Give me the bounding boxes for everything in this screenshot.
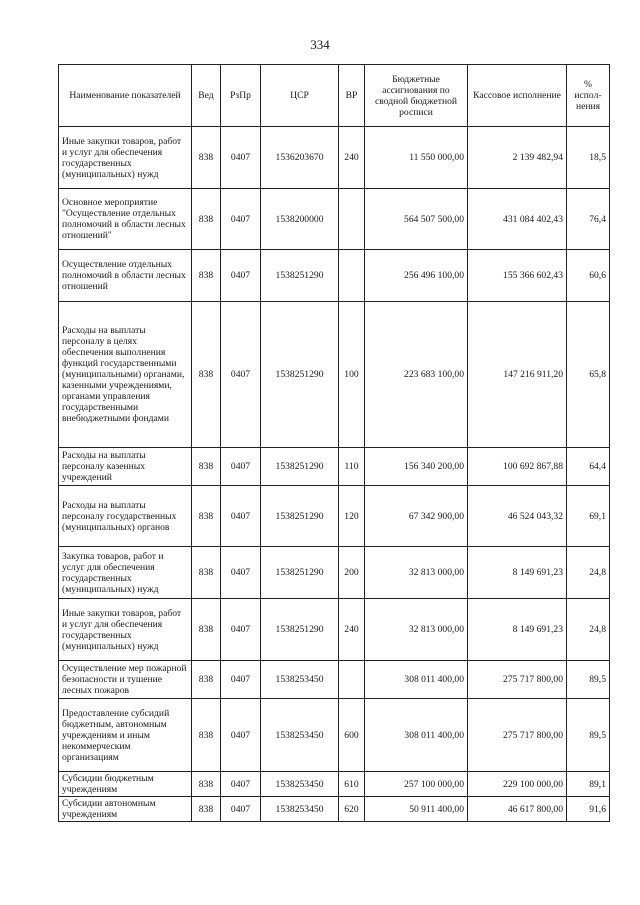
row-vr: 100 xyxy=(339,302,365,448)
row-pct: 24,8 xyxy=(567,547,610,599)
row-assign: 256 496 100,00 xyxy=(365,250,468,302)
row-rzpr: 0407 xyxy=(221,250,261,302)
row-name: Осуществление отдельных полномочий в области лесных отношений xyxy=(59,250,192,302)
row-pct: 91,6 xyxy=(567,797,610,822)
row-csr: 1538253450 xyxy=(261,772,339,797)
row-pct: 76,4 xyxy=(567,189,610,250)
row-ved: 838 xyxy=(192,772,221,797)
row-rzpr: 0407 xyxy=(221,772,261,797)
row-pct: 60,6 xyxy=(567,250,610,302)
row-exec: 275 717 800,00 xyxy=(468,699,567,772)
row-exec: 100 692 867,88 xyxy=(468,448,567,486)
row-rzpr: 0407 xyxy=(221,127,261,189)
row-name: Расходы на выплаты персоналу государственных (муниципальных) органов xyxy=(59,486,192,547)
row-ved: 838 xyxy=(192,699,221,772)
row-exec: 147 216 911,20 xyxy=(468,302,567,448)
row-ved: 838 xyxy=(192,661,221,699)
row-exec: 8 149 691,23 xyxy=(468,599,567,661)
row-assign: 32 813 000,00 xyxy=(365,599,468,661)
row-assign: 223 683 100,00 xyxy=(365,302,468,448)
row-vr: 200 xyxy=(339,547,365,599)
row-pct: 18,5 xyxy=(567,127,610,189)
header-exec: Кассовое исполнение xyxy=(468,65,567,127)
row-csr: 1538251290 xyxy=(261,302,339,448)
row-pct: 24,8 xyxy=(567,599,610,661)
row-exec: 46 617 800,00 xyxy=(468,797,567,822)
row-rzpr: 0407 xyxy=(221,486,261,547)
row-rzpr: 0407 xyxy=(221,448,261,486)
row-csr: 1538251290 xyxy=(261,599,339,661)
row-pct: 89,1 xyxy=(567,772,610,797)
row-ved: 838 xyxy=(192,302,221,448)
header-assign: Бюджетные ассигнования по сводной бюджетной росписи xyxy=(365,65,468,127)
table-row xyxy=(59,547,610,599)
row-csr: 1538251290 xyxy=(261,486,339,547)
row-csr: 1538253450 xyxy=(261,661,339,699)
row-exec: 229 100 000,00 xyxy=(468,772,567,797)
table-row xyxy=(59,486,610,547)
row-vr: 610 xyxy=(339,772,365,797)
row-name: Предоставление субсидий бюджетным, автономным учреждениям и иным некоммерческим организациям xyxy=(59,699,192,772)
row-pct: 65,8 xyxy=(567,302,610,448)
header-ved: Вед xyxy=(192,65,221,127)
row-csr: 1538253450 xyxy=(261,797,339,822)
row-vr: 620 xyxy=(339,797,365,822)
row-vr: 240 xyxy=(339,127,365,189)
table-row xyxy=(59,599,610,661)
row-name: Иные закупки товаров, работ и услуг для обеспечения государственных (муниципальных) нужд xyxy=(59,599,192,661)
row-exec: 8 149 691,23 xyxy=(468,547,567,599)
row-name: Расходы на выплаты персоналу в целях обеспечения выполнения функций государственными (муниципальными) органами, казенными учреждениями, органами управления государственными внебюджетными фондами xyxy=(59,302,192,448)
row-name: Субсидии бюджетным учреждениям xyxy=(59,772,192,797)
row-vr xyxy=(339,250,365,302)
row-csr: 1538253450 xyxy=(261,699,339,772)
table-row xyxy=(59,127,610,189)
row-assign: 67 342 900,00 xyxy=(365,486,468,547)
header-vr: ВР xyxy=(339,65,365,127)
row-ved: 838 xyxy=(192,797,221,822)
row-rzpr: 0407 xyxy=(221,547,261,599)
table-header-row xyxy=(59,65,610,127)
row-rzpr: 0407 xyxy=(221,797,261,822)
row-name: Осуществление мер пожарной безопасности и тушение лесных пожаров xyxy=(59,661,192,699)
row-ved: 838 xyxy=(192,599,221,661)
row-assign: 257 100 000,00 xyxy=(365,772,468,797)
row-rzpr: 0407 xyxy=(221,661,261,699)
row-assign: 50 911 400,00 xyxy=(365,797,468,822)
row-pct: 89,5 xyxy=(567,661,610,699)
row-rzpr: 0407 xyxy=(221,699,261,772)
page-number: 334 xyxy=(310,37,330,52)
row-exec: 431 084 402,43 xyxy=(468,189,567,250)
header-pct: % испол-нения xyxy=(567,65,610,127)
header-rzpr: РзПр xyxy=(221,65,261,127)
row-rzpr: 0407 xyxy=(221,599,261,661)
table-row xyxy=(59,797,610,822)
row-name: Основное мероприятие "Осуществление отдельных полномочий в области лесных отношений" xyxy=(59,189,192,250)
table-row xyxy=(59,189,610,250)
table-row xyxy=(59,302,610,448)
row-assign: 11 550 000,00 xyxy=(365,127,468,189)
row-csr: 1538251290 xyxy=(261,448,339,486)
row-vr xyxy=(339,661,365,699)
table-row xyxy=(59,699,610,772)
row-pct: 69,1 xyxy=(567,486,610,547)
row-assign: 564 507 500,00 xyxy=(365,189,468,250)
row-ved: 838 xyxy=(192,547,221,599)
table-row xyxy=(59,772,610,797)
row-ved: 838 xyxy=(192,486,221,547)
row-name: Расходы на выплаты персоналу казенных учреждений xyxy=(59,448,192,486)
row-rzpr: 0407 xyxy=(221,302,261,448)
row-ved: 838 xyxy=(192,127,221,189)
header-csr: ЦСР xyxy=(261,65,339,127)
row-csr: 1538200000 xyxy=(261,189,339,250)
row-assign: 32 813 000,00 xyxy=(365,547,468,599)
row-name: Иные закупки товаров, работ и услуг для обеспечения государственных (муниципальных) нужд xyxy=(59,127,192,189)
table-row xyxy=(59,448,610,486)
row-vr: 240 xyxy=(339,599,365,661)
row-exec: 275 717 800,00 xyxy=(468,661,567,699)
row-ved: 838 xyxy=(192,189,221,250)
row-pct: 64,4 xyxy=(567,448,610,486)
table-row xyxy=(59,661,610,699)
row-csr: 1536203670 xyxy=(261,127,339,189)
row-exec: 2 139 482,94 xyxy=(468,127,567,189)
row-ved: 838 xyxy=(192,250,221,302)
row-csr: 1538251290 xyxy=(261,547,339,599)
row-name: Субсидии автономным учреждениям xyxy=(59,797,192,822)
row-vr: 110 xyxy=(339,448,365,486)
row-vr xyxy=(339,189,365,250)
row-vr: 120 xyxy=(339,486,365,547)
row-exec: 155 366 602,43 xyxy=(468,250,567,302)
row-vr: 600 xyxy=(339,699,365,772)
budget-execution-table xyxy=(58,64,610,822)
row-name: Закупка товаров, работ и услуг для обеспечения государственных (муниципальных) нужд xyxy=(59,547,192,599)
row-ved: 838 xyxy=(192,448,221,486)
row-assign: 156 340 200,00 xyxy=(365,448,468,486)
row-pct: 89,5 xyxy=(567,699,610,772)
header-name: Наименование показателей xyxy=(59,65,192,127)
row-assign: 308 011 400,00 xyxy=(365,699,468,772)
table-row xyxy=(59,250,610,302)
row-assign: 308 011 400,00 xyxy=(365,661,468,699)
row-rzpr: 0407 xyxy=(221,189,261,250)
row-csr: 1538251290 xyxy=(261,250,339,302)
row-exec: 46 524 043,32 xyxy=(468,486,567,547)
